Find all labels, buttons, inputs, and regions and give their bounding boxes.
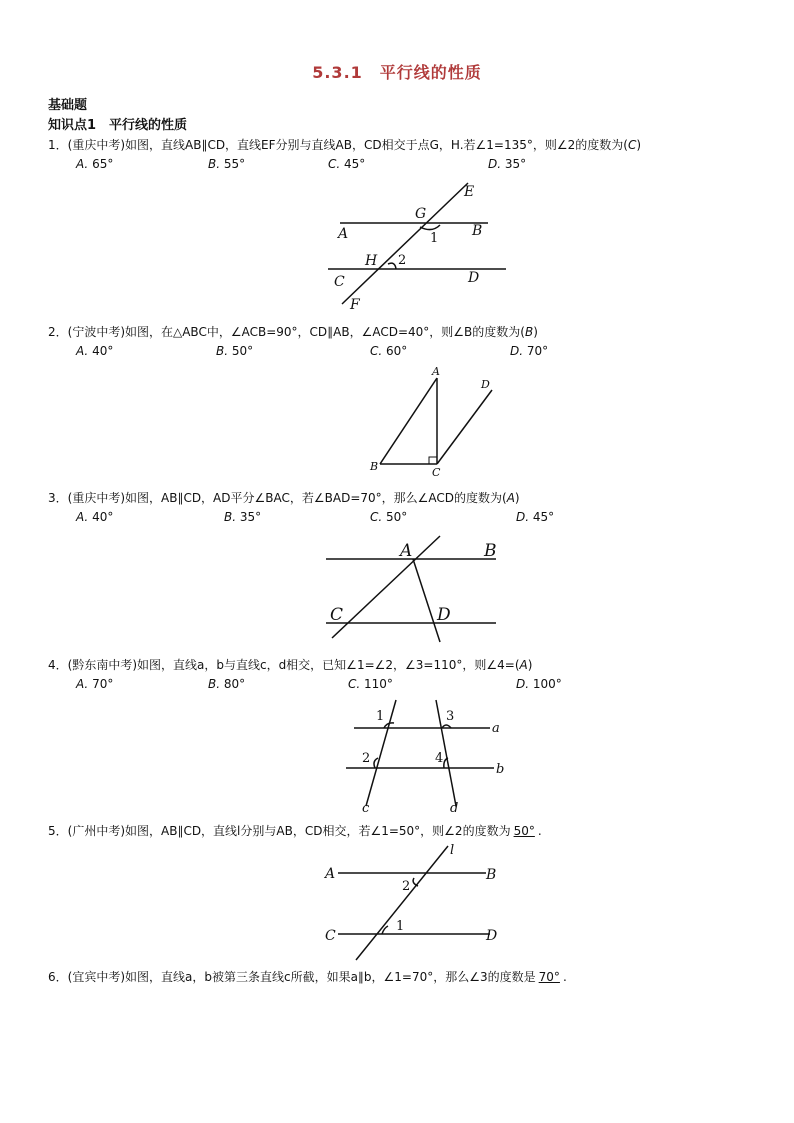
question-5-text: 5．(广州中考)如图，AB∥CD，直线l分别与AB，CD相交，若∠1=50°，则∠2的度数为: [48, 824, 511, 838]
label-d: D: [468, 270, 480, 286]
question-3-answer: A: [506, 491, 515, 505]
label-a: A: [325, 866, 336, 882]
label-1: 1: [376, 709, 385, 724]
option-b: B. 35°: [224, 510, 262, 524]
segment-ab: [380, 378, 437, 464]
label-2: 2: [398, 253, 407, 268]
label-2: 2: [362, 751, 371, 766]
option-c: C. 60°: [370, 344, 408, 358]
option-a: A. 40°: [76, 510, 114, 524]
question-5: 5．(广州中考)如图，AB∥CD，直线l分别与AB，CD相交，若∠1=50°，则∠2的度数为 50° .: [48, 824, 542, 838]
label-g: G: [415, 206, 427, 222]
question-2-options: [76, 344, 676, 360]
question-1-answer: C: [627, 138, 637, 152]
right-angle-mark: [429, 457, 437, 464]
label-c: C: [432, 466, 441, 479]
question-6-text: 6．(宜宾中考)如图，直线a，b被第三条直线c所截，如果a∥b，∠1=70°，那么∠3的度数是: [48, 970, 536, 984]
angle-2-arc: [388, 263, 396, 269]
label-c: c: [362, 801, 370, 816]
question-4: 4．(黔东南中考)如图，直线a，b与直线c，d相交，已知∠1=∠2，∠3=110°，则∠4=(A): [48, 658, 533, 672]
option-d: D. 45°: [516, 510, 555, 524]
label-c: C: [325, 928, 336, 944]
question-5-answer: 50°: [513, 824, 535, 838]
page-title: 5.3.1 平行线的性质: [312, 63, 482, 82]
figure-4: [340, 698, 520, 818]
label-a: A: [400, 541, 413, 561]
option-b: B. 55°: [208, 157, 246, 171]
option-d: D. 35°: [488, 157, 527, 171]
option-a: A. 70°: [76, 677, 114, 691]
option-d: D. 70°: [510, 344, 549, 358]
question-3-text: 3．(重庆中考)如图，AB∥CD，AD平分∠BAC，若∠BAD=70°，那么∠ACD的度数为(: [48, 491, 507, 505]
question-2-answer: B: [524, 325, 534, 339]
label-d: D: [486, 928, 498, 944]
question-1-text: 1．(重庆中考)如图，直线AB∥CD，直线EF分别与直线AB，CD相交于点G，H.若∠1=135°，则∠2的度数为(: [48, 138, 628, 152]
label-a: A: [432, 365, 440, 378]
question-1: 1．(重庆中考)如图，直线AB∥CD，直线EF分别与直线AB，CD相交于点G，H.若∠1=135°，则∠2的度数为(C): [48, 138, 642, 152]
question-6-answer: 70°: [538, 970, 560, 984]
section-heading: 基础题: [48, 98, 88, 113]
question-4-options: [76, 677, 676, 693]
label-c: C: [330, 605, 344, 625]
line-ef: [342, 183, 468, 304]
label-4: 4: [435, 751, 444, 766]
question-2-text: 2．(宁波中考)如图，在△ABC中，∠ACB=90°，CD∥AB，∠ACD=40°，则∠B的度数为(: [48, 325, 525, 339]
option-a: A. 65°: [76, 157, 114, 171]
label-2: 2: [402, 879, 411, 894]
figure-1: [320, 176, 520, 316]
label-l: l: [450, 843, 455, 858]
label-a: a: [492, 721, 500, 736]
label-f: F: [350, 297, 360, 313]
label-d: d: [450, 801, 459, 816]
segment-cd: [437, 390, 492, 464]
option-b: B. 50°: [216, 344, 254, 358]
question-3-options: [76, 510, 676, 526]
question-2: 2．(宁波中考)如图，在△ABC中，∠ACB=90°，CD∥AB，∠ACD=40°，则∠B的度数为(B): [48, 325, 538, 339]
line-ad: [413, 559, 440, 642]
label-1: 1: [396, 919, 405, 934]
option-c: C. 50°: [370, 510, 408, 524]
label-3: 3: [446, 709, 455, 724]
option-a: A. 40°: [76, 344, 114, 358]
label-b: b: [496, 762, 505, 777]
label-b: B: [472, 223, 483, 239]
option-b: B. 80°: [208, 677, 246, 691]
label-d: D: [437, 605, 451, 625]
figure-5: [320, 838, 510, 962]
subsection-heading: 知识点1 平行线的性质: [48, 118, 188, 133]
question-3: 3．(重庆中考)如图，AB∥CD，AD平分∠BAC，若∠BAD=70°，那么∠ACD的度数为(A): [48, 491, 520, 505]
label-b: B: [370, 460, 379, 473]
option-c: C. 110°: [348, 677, 393, 691]
figure-3: [320, 534, 510, 646]
figure-2: [366, 364, 506, 480]
question-4-answer: A: [519, 658, 528, 672]
label-b: B: [486, 867, 497, 883]
label-b: B: [484, 541, 497, 561]
label-d: D: [481, 378, 490, 391]
label-c: C: [334, 274, 345, 290]
option-c: C. 45°: [328, 157, 366, 171]
question-1-options: [76, 157, 676, 173]
label-a: A: [338, 226, 349, 242]
line-l: [356, 846, 448, 960]
label-e: E: [464, 184, 475, 200]
label-h: H: [365, 253, 378, 269]
label-1: 1: [430, 231, 439, 246]
option-d: D. 100°: [516, 677, 562, 691]
question-6: 6．(宜宾中考)如图，直线a，b被第三条直线c所截，如果a∥b，∠1=70°，那么∠3的度数是 70° .: [48, 970, 567, 984]
question-4-text: 4．(黔东南中考)如图，直线a，b与直线c，d相交，已知∠1=∠2，∠3=110°，则∠4=(: [48, 658, 520, 672]
